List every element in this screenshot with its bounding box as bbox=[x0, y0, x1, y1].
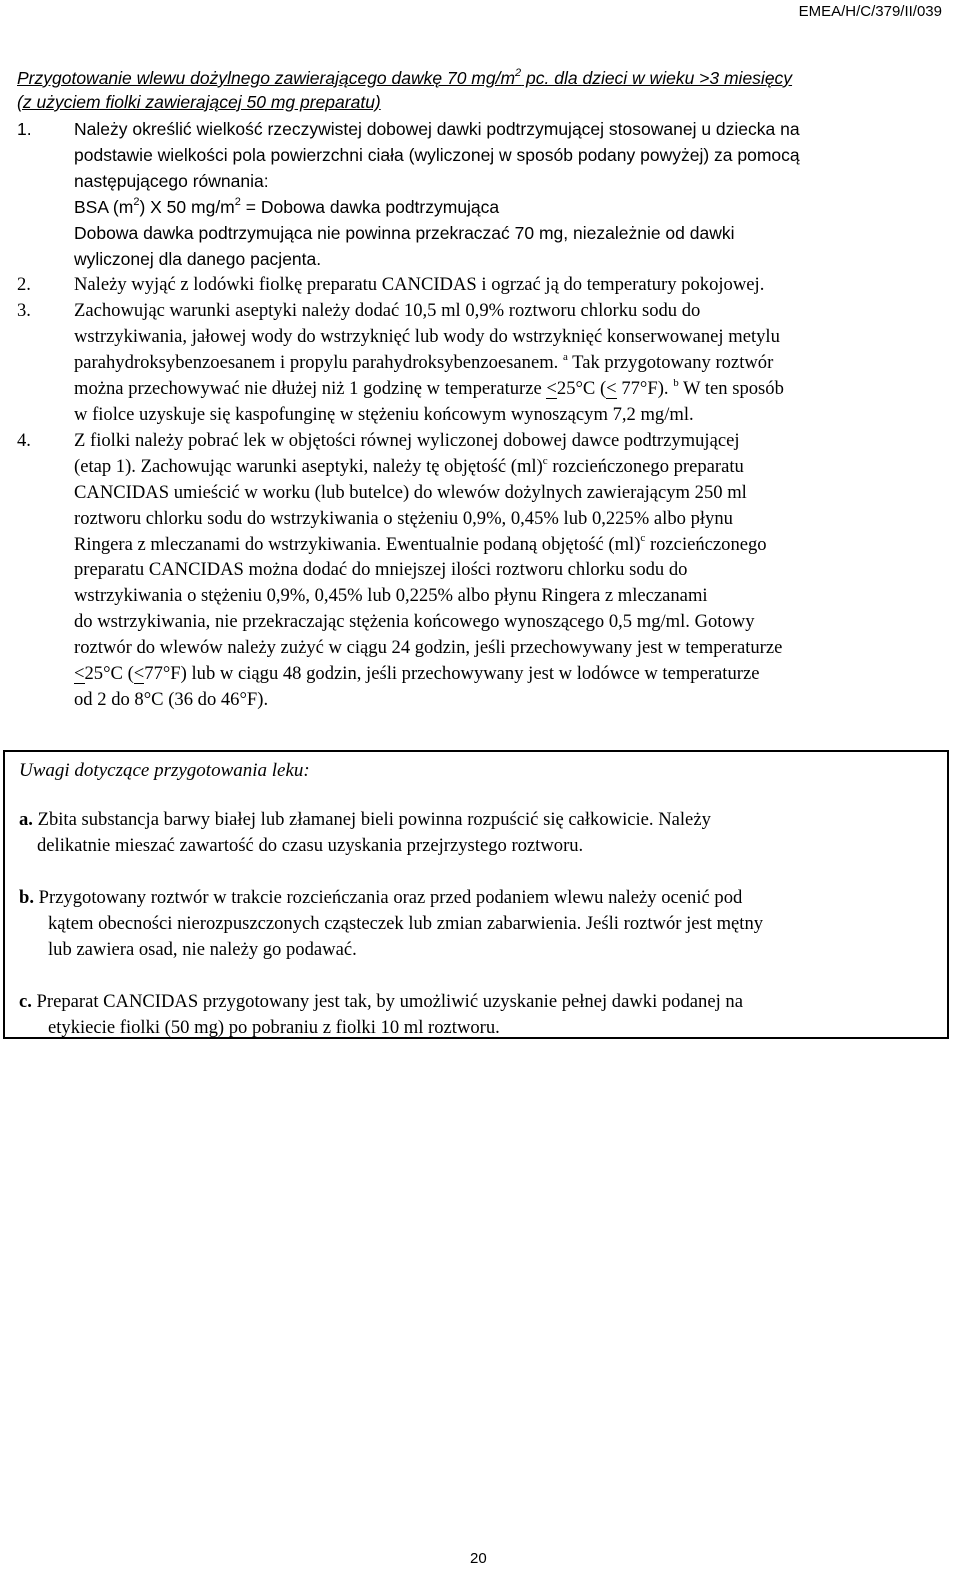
text-line: Dobowa dawka podtrzymująca nie powinna przekraczać 70 mg, niezależnie od dawki bbox=[74, 222, 735, 243]
text-line: Z fiolki należy pobrać lek w objętości równej wyliczonej dobowej dawce podtrzymującej bbox=[74, 429, 740, 451]
text-line: roztworu chlorku sodu do wstrzykiwania o stężeniu 0,9%, 0,45% lub 0,225% albo płynu bbox=[74, 507, 733, 529]
less-or-equal-symbol: < bbox=[133, 663, 145, 685]
heading-line-1: Przygotowanie wlewu dożylnego zawierającego dawkę 70 mg/m bbox=[17, 68, 516, 88]
note-a bbox=[19, 807, 939, 859]
note-label: a. bbox=[19, 809, 33, 830]
note-text: Preparat CANCIDAS przygotowany jest tak, by umożliwić uzyskanie pełnej dawki podanej na bbox=[31, 991, 743, 1012]
step-number: 1. bbox=[17, 119, 32, 139]
less-or-equal-symbol: < bbox=[546, 378, 557, 400]
step-text bbox=[74, 298, 942, 428]
text-line: można przechowywać nie dłużej niż 1 godzinę w temperaturze <25°C (< 77°F). $^b$ W ten sposób bbox=[74, 376, 784, 400]
footnote-ref-a: a bbox=[562, 350, 568, 363]
less-or-equal-symbol: < bbox=[74, 663, 85, 685]
text-line: podstawie wielkości pola powierzchni ciała (wyliczonej w sposób podany powyżej) za pomocą bbox=[74, 144, 800, 165]
step-1 bbox=[17, 117, 942, 272]
text-line: w fiolce uzyskuje się kaspofunginę w stężeniu końcowym wynoszącym 7,2 mg/ml. bbox=[74, 403, 694, 425]
step-text bbox=[74, 428, 942, 713]
page-number: 20 bbox=[470, 1550, 487, 1567]
note-text: Przygotowany roztwór w trakcie rozcieńczania oraz przed podaniem wlewu należy ocenić pod bbox=[34, 887, 743, 908]
note-text: delikatnie mieszać zawartość do czasu uzyskania przejrzystego roztworu. bbox=[37, 835, 584, 856]
note-text: kątem obecności nierozpuszczonych cząsteczek lub zmian zabarwienia. Jeśli roztwór jest mętny bbox=[48, 913, 764, 934]
heading-line-2: (z użyciem fiolki zawierającej 50 mg preparatu) bbox=[17, 92, 381, 112]
footnote-ref-c: c bbox=[640, 532, 646, 545]
step-text bbox=[74, 117, 942, 272]
text-line: preparatu CANCIDAS można dodać do mniejszej ilości roztworu chlorku sodu do bbox=[74, 559, 688, 581]
preparation-steps bbox=[17, 117, 942, 713]
text-line: od 2 do 8°C (36 do 46°F). bbox=[74, 688, 269, 710]
note-text: lub zawiera osad, nie należy go podawać. bbox=[48, 939, 357, 960]
text-line: do wstrzykiwania, nie przekraczając stężenia końcowego wynoszącego 0,5 mg/ml. Gotowy bbox=[74, 611, 755, 633]
footnote-ref-c: c bbox=[542, 454, 548, 467]
preparation-notes-box bbox=[3, 750, 949, 1039]
text-line: następującego równania: bbox=[74, 170, 269, 191]
text-line: roztwór do wlewów należy zużyć w ciągu 24 godzin, jeśli przechowywany jest w temperaturze bbox=[74, 637, 783, 659]
text-line: wstrzykiwania o stężeniu 0,9%, 0,45% lub 0,225% albo płynu Ringera z mleczanami bbox=[74, 585, 708, 607]
text-line: Należy wyjąć z lodówki fiolkę preparatu CANCIDAS i ogrzać ją do temperatury pokojowej. bbox=[74, 274, 765, 296]
text-line: Należy określić wielkość rzeczywistej dobowej dawki podtrzymującej stosowanej u dziecka na bbox=[74, 119, 800, 139]
footnote-ref-b: b bbox=[673, 376, 679, 389]
note-text: etykiecie fiolki (50 mg) po pobraniu z fiolki 10 ml roztworu. bbox=[48, 1017, 500, 1038]
step-number: 4. bbox=[17, 429, 31, 451]
step-4 bbox=[17, 428, 942, 713]
notes-title: Uwagi dotyczące przygotowania leku: bbox=[19, 760, 310, 781]
heading-line-1-end: pc. dla dzieci w wieku >3 miesięcy bbox=[521, 68, 793, 88]
less-or-equal-symbol: < bbox=[606, 378, 617, 400]
step-number: 3. bbox=[17, 300, 31, 322]
text-line: <25°C (<77°F) lub w ciągu 48 godzin, jeśli przechowywany jest w lodówce w temperaturze bbox=[74, 663, 760, 685]
text-line: (etap 1). Zachowując warunki aseptyki, należy tę objętość (ml)$^c$ rozcieńczonego preparatu bbox=[74, 454, 744, 477]
note-b bbox=[19, 885, 939, 963]
text-line: CANCIDAS umieścić w worku (lub butelce) do wlewów dożylnych zawierającym 250 ml bbox=[74, 481, 747, 503]
document-reference: EMEA/H/C/379/II/039 bbox=[798, 3, 942, 20]
text-line: parahydroksybenzoesanem i propylu parahydroksybenzoesanem. $^a$ Tak przygotowany roztwór bbox=[74, 350, 774, 374]
text-line: Zachowując warunki aseptyki należy dodać 10,5 ml 0,9% roztworu chlorku sodu do bbox=[74, 300, 701, 322]
text-line: wyliczonej dla danego pacjenta. bbox=[74, 248, 322, 269]
text-line: wstrzykiwania, jałowej wody do wstrzyknięć lub wody do wstrzyknięć konserwowanej metylu bbox=[74, 326, 780, 348]
step-2 bbox=[17, 272, 942, 298]
note-text: Zbita substancja barwy białej lub złamanej bieli powinna rozpuścić się całkowicie. Należy bbox=[32, 809, 711, 830]
step-3 bbox=[17, 298, 942, 428]
section-heading bbox=[17, 66, 937, 114]
note-c bbox=[19, 989, 939, 1041]
heading-superscript: 2 bbox=[515, 67, 522, 80]
dose-formula: BSA $(m^2)$ X 50 $mg/m^2$ = Dobowa dawka podtrzymująca bbox=[74, 195, 500, 217]
note-label: b. bbox=[19, 887, 34, 908]
note-label: c. bbox=[19, 991, 32, 1012]
step-text bbox=[74, 272, 942, 298]
text-line: Ringera z mleczanami do wstrzykiwania. Ewentualnie podaną objętość (ml)$^c$ rozcieńczonego bbox=[74, 532, 767, 555]
step-number: 2. bbox=[17, 274, 31, 296]
